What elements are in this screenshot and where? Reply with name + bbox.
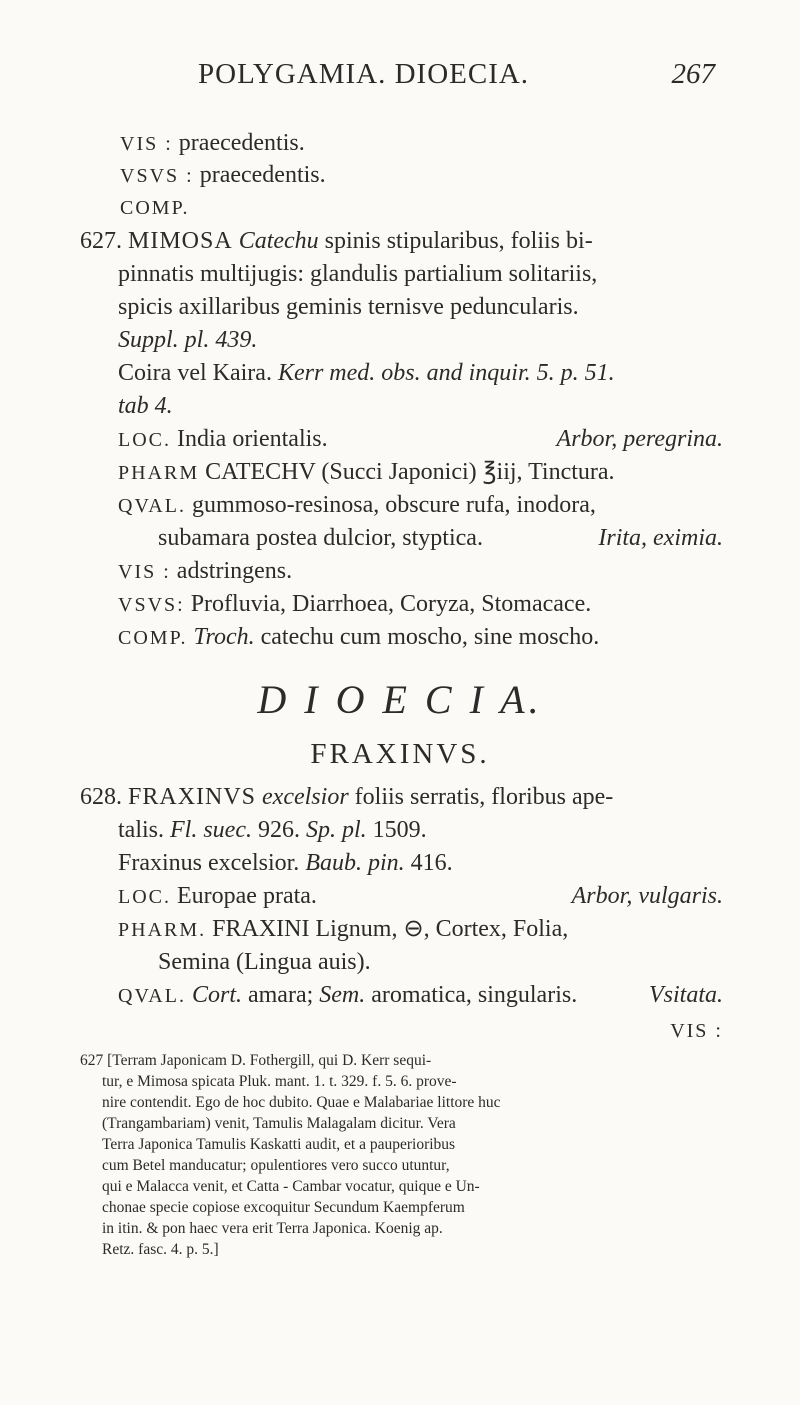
reference-number: 1509. (372, 817, 427, 843)
footnote-line: nire contendit. Ego de hoc dubito. Quae e Malabariae littore huc (102, 1094, 501, 1111)
entry-627-vis (118, 556, 292, 587)
synonym: Fraxinus excelsior. (118, 850, 300, 876)
footnote-line: chonae specie copiose excoquitur Secundum Kaempferum (102, 1199, 465, 1216)
comp-line (120, 192, 189, 223)
entry-628-usage: Vsitata. (648, 982, 723, 1008)
description-text: spinis stipularibus, foliis bi- (324, 228, 593, 254)
loc-text: Europae prata. (177, 883, 317, 909)
footnote-line: Retz. fasc. 4. p. 5.] (102, 1241, 219, 1258)
footnote-line: qui e Malacca venit, et Catta - Cambar vocatur, quique e Un- (102, 1178, 480, 1195)
entry-627-qval-cont: subamara postea dulcior, styptica. (158, 525, 483, 551)
pharm-text: CATECHV (Succi Japonici) ℥iij, Tinctura. (205, 459, 615, 485)
loc-text: India orientalis. (177, 426, 328, 452)
qval-text: gummoso-resinosa, obscure rufa, inodora, (191, 492, 596, 518)
vsvs-text: praecedentis. (199, 162, 326, 188)
catchword-vis: VIS : (670, 1020, 723, 1042)
loc-label: LOC. (118, 886, 171, 908)
species-name: Catechu (238, 228, 319, 254)
reference-number: 926. (257, 817, 300, 843)
qval-text: aromatica, singularis. (371, 982, 578, 1008)
entry-627-habit: Arbor, peregrina. (556, 426, 723, 452)
entry-number: 628. (80, 784, 122, 810)
loc-label: LOC. (118, 429, 171, 451)
qval-text: amara; (247, 982, 314, 1008)
section-title: D I O E C I A. (257, 677, 543, 722)
footnote-line: 627 [Terram Japonicam D. Fothergill, qui D. Kerr sequi- (80, 1052, 432, 1069)
running-header (0, 58, 800, 98)
header-title: POLYGAMIA. DIOECIA. (198, 58, 530, 90)
footnote-line: Terra Japonica Tamulis Kaskatti audit, et a pauperioribus (102, 1136, 456, 1153)
reference-number: 416. (410, 850, 453, 876)
vsvs-line (120, 160, 326, 191)
pharm-label: PHARM. (118, 919, 207, 941)
entry-628-habit: Arbor, vulgaris. (571, 883, 723, 909)
qval-label: QVAL. (118, 985, 186, 1007)
species-name: excelsior (262, 784, 349, 810)
comp-label: COMP. (120, 197, 190, 219)
entry-628-pharm (118, 914, 568, 945)
pharm-text: FRAXINI Lignum, ⊖, Cortex, Folia, (212, 916, 569, 942)
entry-627-ref-tab: tab 4. (118, 393, 173, 419)
genus-name: MIMOSA (128, 228, 233, 254)
page-number: 267 (671, 58, 715, 90)
entry-627-usage: Irita, eximia. (598, 525, 723, 551)
entry-627-ref-suppl: Suppl. pl. 439. (118, 327, 258, 353)
entry-number: 627. (80, 228, 122, 254)
vis-label: VIS : (120, 133, 173, 155)
qval-cortex: Cort. (191, 982, 242, 1008)
entry-628-line-3 (118, 848, 453, 878)
entry-627-qval (118, 490, 596, 521)
description-end: talis. (118, 817, 164, 843)
vsvs-label: VSVS : (120, 165, 194, 187)
comp-label: COMP. (118, 627, 188, 649)
reference-kerr: Kerr med. obs. and inquir. 5. p. 51. (277, 360, 615, 386)
vis-line (120, 128, 305, 159)
vis-text: praecedentis. (178, 130, 305, 156)
entry-628-line-2 (118, 815, 427, 845)
entry-628-qval (118, 980, 577, 1011)
vsvs-label: VSVS: (118, 594, 185, 616)
pharm-label: PHARM (118, 462, 200, 484)
footnote-line: tur, e Mimosa spicata Pluk. mant. 1. t. 329. f. 5. 6. prove- (102, 1073, 457, 1090)
entry-627-line-1 (80, 226, 593, 256)
entry-627-comp (118, 622, 599, 653)
vis-text: adstringens. (176, 558, 293, 584)
vernacular-names: Coira vel Kaira. (118, 360, 272, 386)
genus-name: FRAXINVS (128, 784, 257, 810)
comp-form: Troch. (193, 624, 255, 650)
entry-627-loc (118, 424, 328, 455)
entry-627-line-2: pinnatis multijugis: glandulis partialium solitariis, (118, 261, 598, 287)
comp-text: catechu cum moscho, sine moscho. (260, 624, 600, 650)
qval-semen: Sem. (319, 982, 366, 1008)
footnote-line: cum Betel manducatur; opulentiores vero succo utuntur, (102, 1157, 450, 1174)
reference-species: Sp. pl. (305, 817, 367, 843)
footnote-line: in itin. & pon haec vera erit Terra Japonica. Koenig ap. (102, 1220, 443, 1237)
footnote-line: (Trangambariam) venit, Tamulis Malagalam dicitur. Vera (102, 1115, 456, 1132)
reference-bauhin: Baub. pin. (305, 850, 405, 876)
entry-627-pharm (118, 457, 615, 488)
entry-628-loc (118, 881, 317, 912)
vsvs-text: Profluvia, Diarrhoea, Coryza, Stomacace. (190, 591, 592, 617)
description-text: foliis serratis, floribus ape- (354, 784, 614, 810)
entry-628-line-1 (80, 782, 613, 812)
qval-label: QVAL. (118, 495, 186, 517)
entry-627-vsvs (118, 589, 591, 620)
entry-627-line-5 (118, 358, 615, 388)
vis-label: VIS : (118, 561, 171, 583)
genus-title: FRAXINVS. (310, 738, 490, 770)
reference-flora: Fl. suec. (170, 817, 252, 843)
entry-628-pharm-cont: Semina (Lingua auis). (158, 949, 371, 975)
entry-627-line-3: spicis axillaribus geminis ternisve peduncularis. (118, 294, 579, 320)
